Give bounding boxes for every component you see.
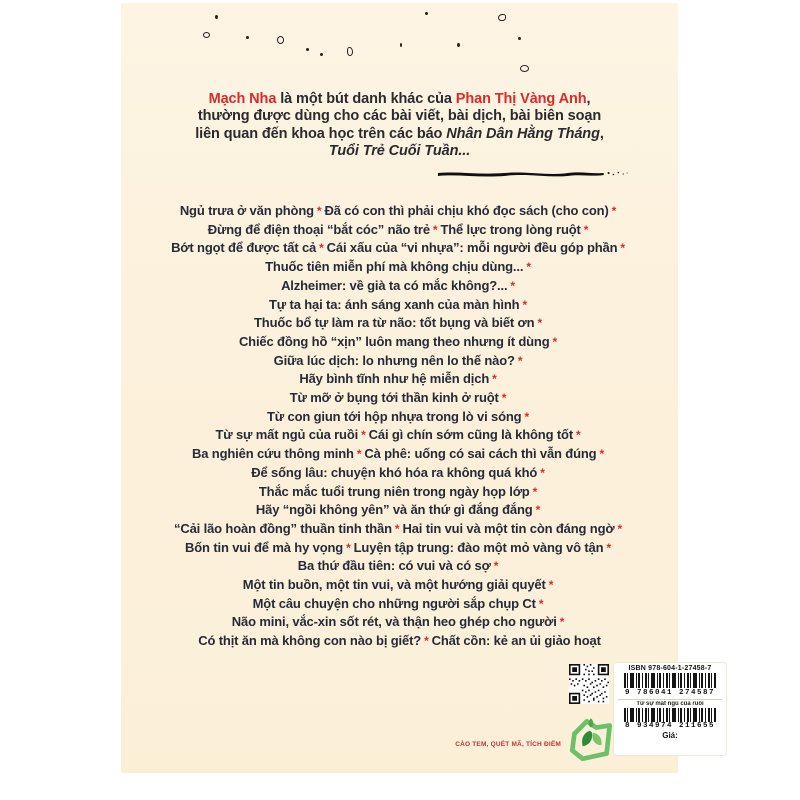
title-text: Hãy “ngồi không yên” và ăn thứ gì đắng đắng	[255, 502, 533, 518]
cover-background	[121, 3, 715, 773]
ink-speck	[520, 65, 529, 72]
asterisk-separator: *	[517, 353, 523, 368]
title-text: Ngủ trưa ở văn phòng	[179, 203, 314, 218]
book-title-line	[121, 239, 678, 258]
asterisk-separator: *	[599, 447, 604, 462]
ink-speck	[457, 43, 460, 47]
ink-speck	[400, 43, 402, 47]
title-text: Thuốc tiên miễn phí mà không chịu dùng...	[265, 259, 524, 275]
asterisk-separator: *	[611, 204, 617, 218]
book-title-line	[121, 221, 678, 240]
ink-speck	[277, 36, 284, 44]
asterisk-separator: *	[522, 297, 527, 312]
title-text: Từ con giun tới hộp nhựa trong lò vi sóng	[267, 408, 522, 424]
ean-barcode-top	[624, 673, 716, 688]
title-text: “Cải lão hoàn đồng” thuần tinh thần	[174, 520, 392, 536]
intro-line	[121, 126, 678, 143]
asterisk-separator: *	[548, 578, 554, 593]
publisher-leaf-logo-icon	[565, 713, 617, 765]
intro-line	[121, 143, 678, 160]
asterisk-separator: *	[424, 634, 429, 649]
asterisk-separator: *	[526, 260, 531, 275]
qr-code-icon	[569, 664, 609, 704]
author-intro	[121, 91, 678, 161]
ink-speck	[246, 36, 249, 39]
asterisk-separator: *	[559, 615, 565, 630]
title-text: Thuốc bổ tự làm ra từ não: tốt bụng và biết ơn	[254, 315, 535, 331]
asterisk-separator: *	[606, 540, 611, 555]
intro-text: Tuổi Trẻ Cuối Tuần...	[328, 143, 471, 160]
brush-divider	[436, 168, 631, 180]
price-label: Giá:	[662, 731, 678, 740]
asterisk-separator: *	[617, 521, 622, 536]
title-text: Thắc mắc tuổi trung niên trong ngày họp lớp	[258, 483, 530, 499]
title-text: Bốn tin vui để mà hy vọng	[185, 539, 344, 555]
asterisk-separator: *	[493, 559, 499, 574]
ink-speck	[425, 12, 428, 15]
title-text: Một câu chuyện cho những người sắp chụp Ct	[252, 595, 536, 611]
book-title-line	[121, 613, 678, 632]
intro-text: thường được dùng cho các bài viết, bài dịch, bài biên soạn	[197, 108, 602, 125]
intro-line	[121, 108, 678, 125]
title-text: Một tin buồn, một tin vui, và một hướng giải quyết	[242, 577, 546, 593]
book-title-line	[121, 296, 678, 315]
ean-digits-bottom: 8 934974 211655	[624, 722, 715, 730]
ink-speck	[320, 53, 323, 56]
book-title-line	[121, 426, 678, 445]
asterisk-separator: *	[432, 222, 438, 237]
asterisk-separator: *	[316, 204, 322, 218]
title-text: Cái gì chín sớm cũng là không tốt	[368, 427, 573, 443]
title-text: Giữa lúc dịch: lo nhưng nên lo thế nào?	[273, 352, 515, 368]
book-title-line	[121, 445, 678, 464]
asterisk-separator: *	[394, 521, 400, 536]
scratch-note: CÀO TEM, QUÉT MÃ, TÍCH ĐIỂM	[455, 741, 561, 748]
title-text: Từ mỡ ở bụng tới thần kinh ở ruột	[289, 390, 499, 406]
ink-speck	[518, 37, 521, 40]
asterisk-separator: *	[540, 465, 545, 480]
book-title-line	[121, 595, 678, 614]
title-text: Từ sự mất ngủ của ruồi	[215, 427, 359, 443]
pen-name: Mạch Nha	[208, 91, 277, 107]
asterisk-separator: *	[524, 409, 529, 424]
asterisk-separator: *	[535, 503, 541, 518]
title-text: Để sống lâu: chuyện khó hóa ra không quá khó	[251, 464, 538, 480]
title-text: Cà phê: uống có sai cách thì vẫn đúng	[364, 446, 597, 462]
title-text: Hai tin vui và một tin còn đáng ngờ	[402, 520, 615, 536]
book-title-line	[121, 408, 678, 427]
book-title-line	[121, 632, 678, 651]
asterisk-separator: *	[552, 334, 558, 349]
ink-speck	[347, 47, 353, 56]
book-title-line	[121, 352, 678, 371]
intro-text: ,	[599, 125, 604, 142]
book-title-line	[121, 576, 678, 595]
book-title-line	[121, 314, 678, 333]
book-title-line	[121, 501, 678, 520]
book-title-line	[121, 464, 678, 483]
asterisk-separator: *	[510, 278, 515, 293]
ean-barcode-bottom	[624, 708, 716, 722]
title-text: Tự ta hại ta: ánh sáng xanh của màn hình	[269, 296, 520, 312]
intro-text: là một bút danh khác của	[276, 91, 456, 107]
asterisk-separator: *	[361, 428, 366, 443]
book-title-small: Từ sự mất ngủ của ruồi	[636, 700, 704, 707]
title-text: Hãy bình tĩnh như hệ miễn dịch	[299, 371, 490, 387]
ink-speck	[203, 32, 210, 38]
asterisk-separator: *	[583, 222, 589, 237]
title-text: Chất cồn: kẻ an ủi giảo hoạt	[431, 633, 601, 649]
book-title-line	[121, 370, 678, 389]
title-text: Chiếc đồng hồ “xịn” luôn mang theo nhưng ít dùng	[238, 333, 550, 349]
asterisk-separator: *	[319, 241, 324, 256]
ink-speck	[215, 15, 218, 19]
ink-speck	[498, 14, 506, 21]
ink-speck	[306, 48, 309, 51]
barcode-divider	[618, 699, 722, 700]
asterisk-separator: *	[356, 447, 362, 462]
book-title-line	[121, 258, 678, 277]
book-title-line	[121, 202, 678, 221]
asterisk-separator: *	[538, 596, 544, 611]
asterisk-separator: *	[576, 428, 581, 443]
title-text: Thể lực trong lòng ruột	[440, 221, 581, 237]
intro-text: Nhân Dân Hằng Tháng	[446, 125, 600, 142]
asterisk-separator: *	[537, 316, 542, 331]
asterisk-separator: *	[532, 484, 538, 499]
book-title-line	[121, 520, 678, 539]
book-title-line	[121, 557, 678, 576]
title-text: Đừng để điện thoại “bắt cóc” não trẻ	[207, 221, 430, 237]
ean-digits-top: 9 786041 274587	[624, 688, 715, 697]
book-title-line	[121, 277, 678, 296]
title-text: Luyện tập trung: đào một mỏ vàng vô tận	[353, 539, 604, 555]
book-title-line	[121, 483, 678, 502]
intro-text: ,	[586, 91, 591, 107]
title-text: Não mini, vắc-xin sốt rét, và thận heo ghép cho người	[231, 614, 557, 630]
asterisk-separator: *	[346, 540, 351, 555]
isbn-label: ISBN 978-604-1-27458-7	[628, 665, 712, 672]
barcode-box	[613, 662, 727, 756]
asterisk-separator: *	[620, 241, 625, 256]
title-text: Có thịt ăn mà không con nào bị giết?	[198, 633, 422, 649]
title-text: Ba thứ đầu tiên: có vui và có sợ	[297, 558, 491, 574]
intro-text: liên quan đến khoa học trên các báo	[195, 125, 447, 142]
pen-name: Phan Thị Vàng Anh	[455, 91, 587, 107]
title-text: Bớt ngọt để được tất cả	[171, 240, 317, 256]
intro-line	[121, 91, 678, 108]
title-text: Đã có con thì phải chịu khó đọc sách (cho con)	[324, 203, 609, 218]
book-title-line	[121, 539, 678, 558]
title-text: Cái xấu của “vi nhựa”: mỗi người đều góp phần	[326, 240, 618, 256]
chapter-title-list	[121, 202, 678, 651]
book-title-line	[121, 333, 678, 352]
title-text: Alzheimer: về già ta có mắc không?...	[281, 277, 508, 293]
title-text: Ba nghiên cứu thông minh	[192, 446, 354, 462]
asterisk-separator: *	[501, 391, 507, 406]
book-title-line	[121, 389, 678, 408]
asterisk-separator: *	[492, 372, 497, 387]
